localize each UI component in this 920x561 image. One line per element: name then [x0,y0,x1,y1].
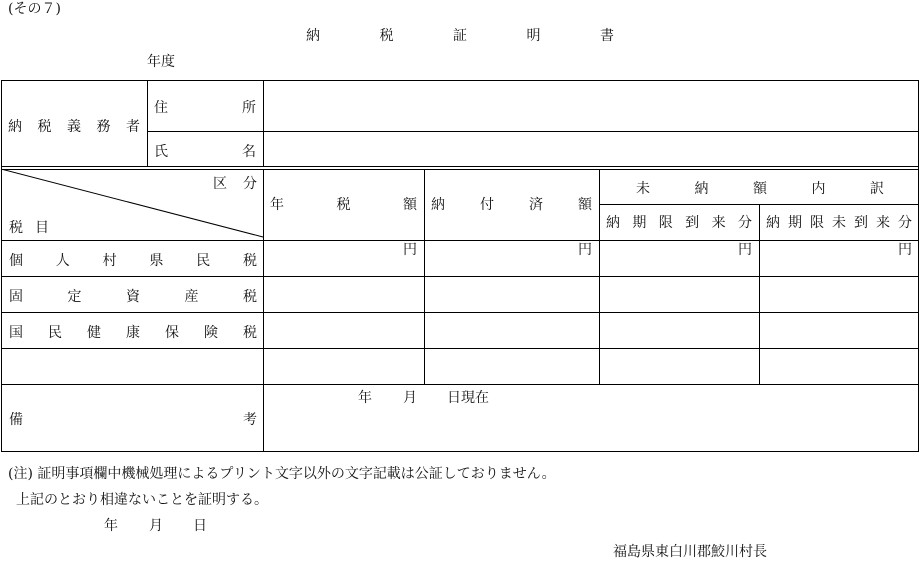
label-char: 保 [165,325,179,341]
label-char: 民 [48,325,62,341]
label-char: 分 [737,215,752,231]
label-char: 納 [306,28,320,44]
issue-date-year: 年 [104,518,118,534]
label-char: 所 [242,100,256,116]
label-char: 期 [632,215,647,231]
label-char: 村 [102,253,117,269]
label-char: 済 [529,197,543,213]
label-char: 年 [270,197,284,213]
corner-category-label [213,173,257,193]
remarks-as-of-year: 年 [358,390,372,406]
label-char: 務 [96,119,111,135]
label-char: 区 [213,176,227,192]
label-char: 税 [9,220,23,236]
annual-yen-unit: 円 [403,242,417,258]
label-char: 明 [526,28,541,44]
document-title [306,25,614,45]
label-char: 納 [606,215,620,231]
label-char: 納 [694,181,709,197]
label-char: 険 [204,325,218,341]
label-char: 来 [711,215,726,231]
taxpayer-label [8,116,140,136]
address-field[interactable] [265,82,917,130]
footnote: (注) 証明事項欄中機械処理によるプリント文字以外の文字記載は公証しておりません。 [8,466,556,482]
label-char: 県 [149,253,164,269]
corner-item-label [9,217,49,237]
label-char: 期 [788,215,802,231]
label-char: 分 [898,215,912,231]
label-char: 住 [154,100,168,116]
label-char: 目 [35,220,49,236]
label-char: 税 [243,289,257,305]
col-annual-tax-header [270,194,417,214]
name-field[interactable] [265,133,917,165]
col-due-header [606,212,752,232]
label-char: 民 [196,253,211,269]
label-char: 証 [453,28,467,44]
label-char: 個 [9,253,23,269]
label-char: 到 [854,215,868,231]
remarks-as-of-day: 日現在 [447,390,489,406]
label-char: 税 [336,197,351,213]
due-yen-unit: 円 [738,242,752,258]
label-char: 義 [67,119,81,135]
label-char: 額 [753,181,767,197]
label-char: 税 [379,28,394,44]
issuer-name: 福島県東白川郡鮫川村長 [613,544,767,560]
label-char: 康 [126,325,140,341]
label-char: 考 [243,412,257,428]
tax-row-label [9,250,257,270]
label-char: 納 [766,215,780,231]
label-char: 来 [876,215,890,231]
certification-statement: 上記のとおり相違ないことを証明する。 [16,492,268,508]
paid-yen-unit: 円 [578,242,592,258]
fiscal-year-label: 年度 [147,54,175,70]
label-char: 健 [87,325,101,341]
label-char: 納 [431,197,445,213]
label-char: 納 [8,119,22,135]
remarks-as-of-month: 月 [403,390,417,406]
label-char: 税 [243,325,257,341]
col-not-due-header [766,212,912,232]
label-char: 者 [126,119,140,135]
tax-row-label [9,286,257,306]
col-paid-header [431,194,592,214]
label-char: 書 [600,28,614,44]
issue-date-month: 月 [149,518,163,534]
form-number: (その７) [8,1,61,17]
label-char: 名 [242,144,256,160]
label-char: 氏 [154,144,168,160]
remarks-label [9,409,257,429]
label-char: 備 [9,412,23,428]
issue-date-day: 日 [193,518,207,534]
label-char: 額 [403,197,417,213]
label-char: 内 [811,181,826,197]
label-char: 固 [9,289,23,305]
label-char: 人 [55,253,70,269]
label-char: 付 [480,197,494,213]
label-char: 未 [636,181,650,197]
not-due-yen-unit: 円 [898,242,912,258]
label-char: 額 [578,197,592,213]
label-char: 資 [126,289,140,305]
label-char: 税 [242,253,257,269]
label-char: 訳 [870,181,884,197]
name-label [154,141,256,161]
label-char: 到 [685,215,700,231]
label-char: 定 [67,289,82,305]
label-char: 税 [37,119,52,135]
label-char: 分 [243,176,257,192]
address-label [154,97,256,117]
label-char: 限 [658,215,673,231]
col-unpaid-header [636,178,884,198]
label-char: 未 [832,215,846,231]
label-char: 限 [810,215,824,231]
label-char: 産 [184,289,199,305]
label-char: 国 [9,325,23,341]
tax-row-label [9,322,257,342]
